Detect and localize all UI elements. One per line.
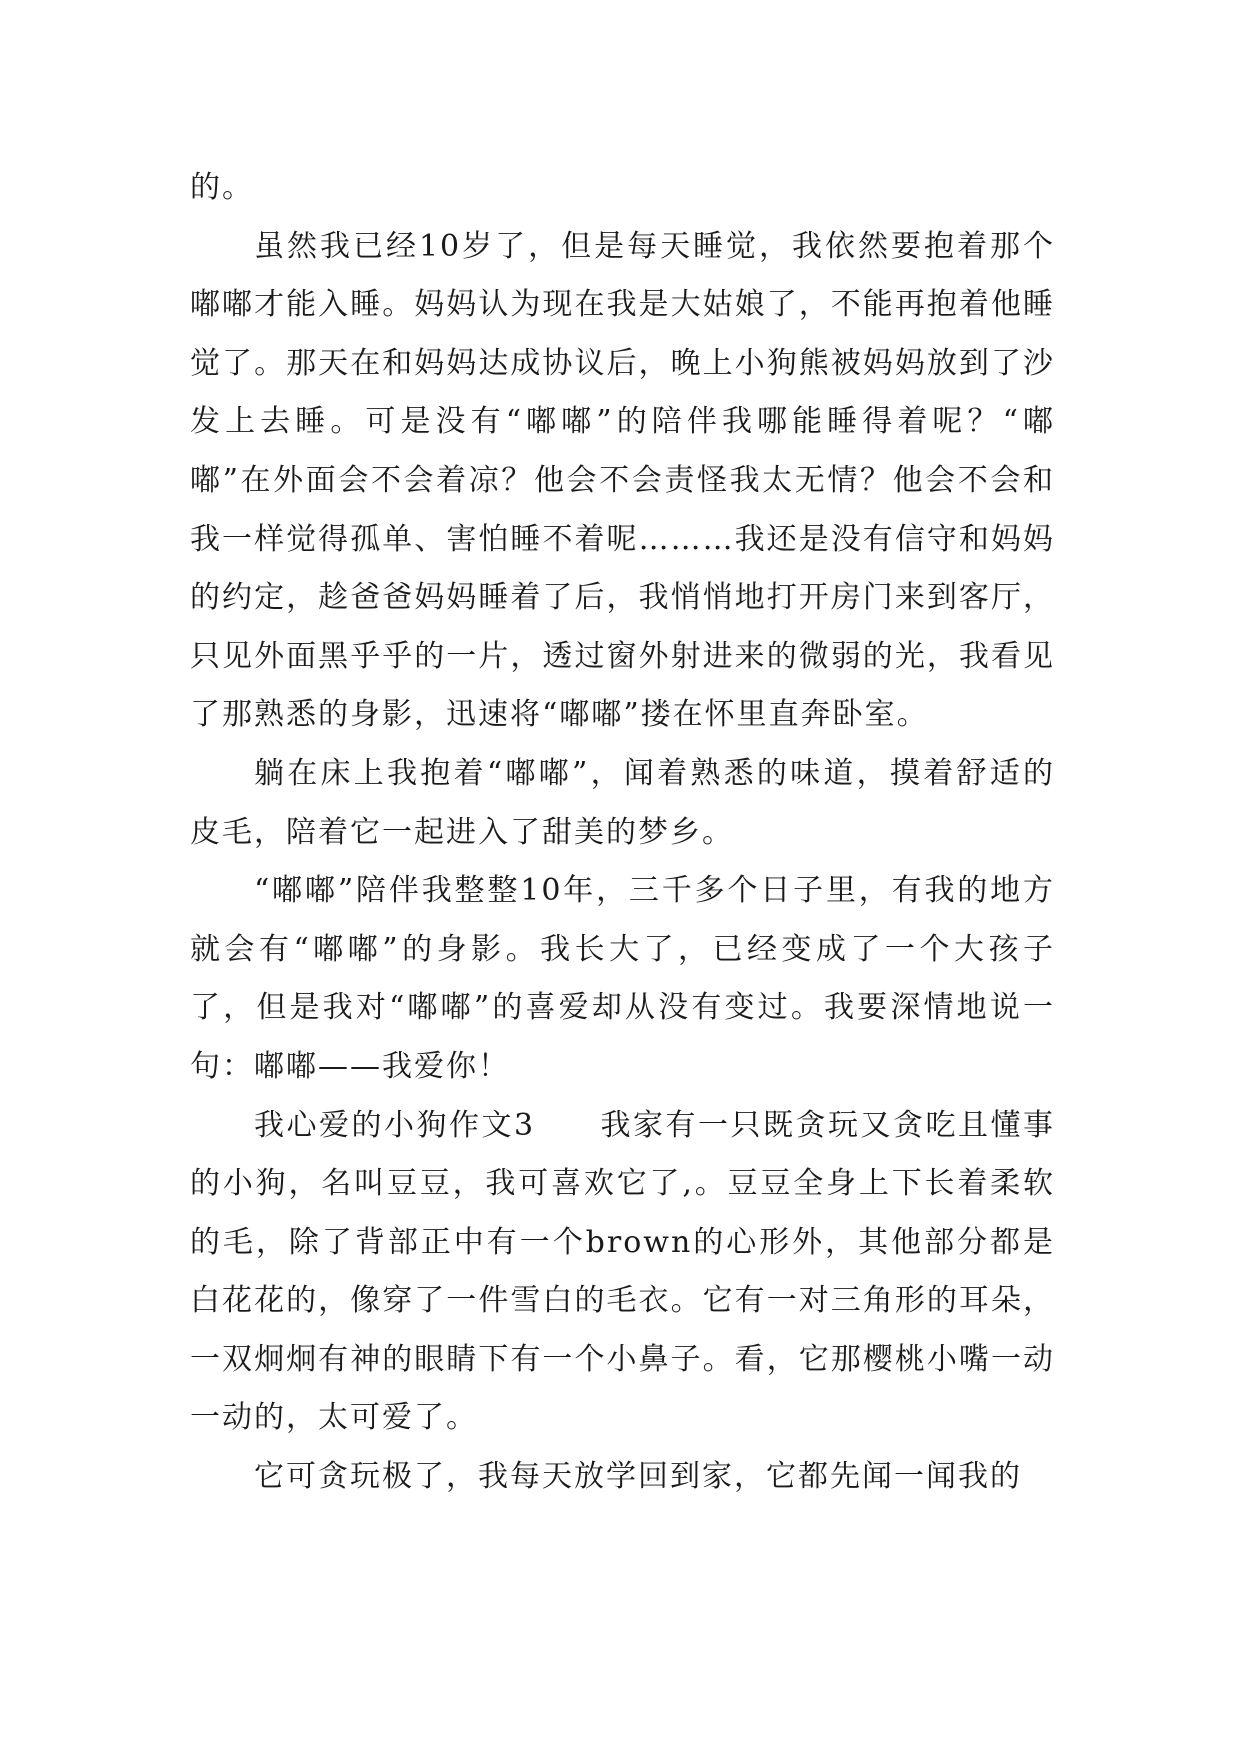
paragraph-essay-3-intro: 我心爱的小狗作文3 我家有一只既贪玩又贪吃且懂事的小狗，名叫豆豆，我可喜欢它了,。豆豆全身上下长着柔软的毛，除了背部正中有一个brown的心形外，其他部分都是白花花的，像穿了一件雪白的毛衣。它有一对三角形的耳朵，一双炯炯有神的眼睛下有一个小鼻子。看，它那樱桃小嘴一动一动的，太可爱了。 <box>190 1107 1055 1436</box>
paragraph-playful: 它可贪玩极了，我每天放学回到家，它都先闻一闻我的 <box>254 1459 1022 1495</box>
paragraph-sleep: 躺在床上我抱着“嘟嘟”，闻着熟悉的味道，摸着舒适的皮毛，陪着它一起进入了甜美的梦乡。 <box>190 755 1055 850</box>
paragraph-bedtime-doll: 虽然我已经10岁了，但是每天睡觉，我依然要抱着那个嘟嘟才能入睡。妈妈认为现在我是大姑娘了，不能再抱着他睡觉了。那天在和妈妈达成协议后，晚上小狗熊被妈妈放到了沙发上去睡。可是没有“嘟嘟”的陪伴我哪能睡得着呢？“嘟嘟”在外面会不会着凉？他会不会责怪我太无情？他会不会和我一样觉得孤单、害怕睡不着呢………我还是没有信守和妈妈的约定，趁爸爸妈妈睡着了后，我悄悄地打开房门来到客厅，只见外面黑乎乎的一片，透过窗外射进来的微弱的光，我看见了那熟悉的身影，迅速将“嘟嘟”搂在怀里直奔卧室。 <box>190 228 1055 733</box>
paragraph-ten-years: “嘟嘟”陪伴我整整10年，三千多个日子里，有我的地方就会有“嘟嘟”的身影。我长大了，已经变成了一个大孩子了，但是我对“嘟嘟”的喜爱却从没有变过。我要深情地说一句：嘟嘟——我爱你！ <box>190 873 1055 1084</box>
paragraph-continuation: 的。 <box>190 170 254 205</box>
document-body <box>190 159 1055 1507</box>
